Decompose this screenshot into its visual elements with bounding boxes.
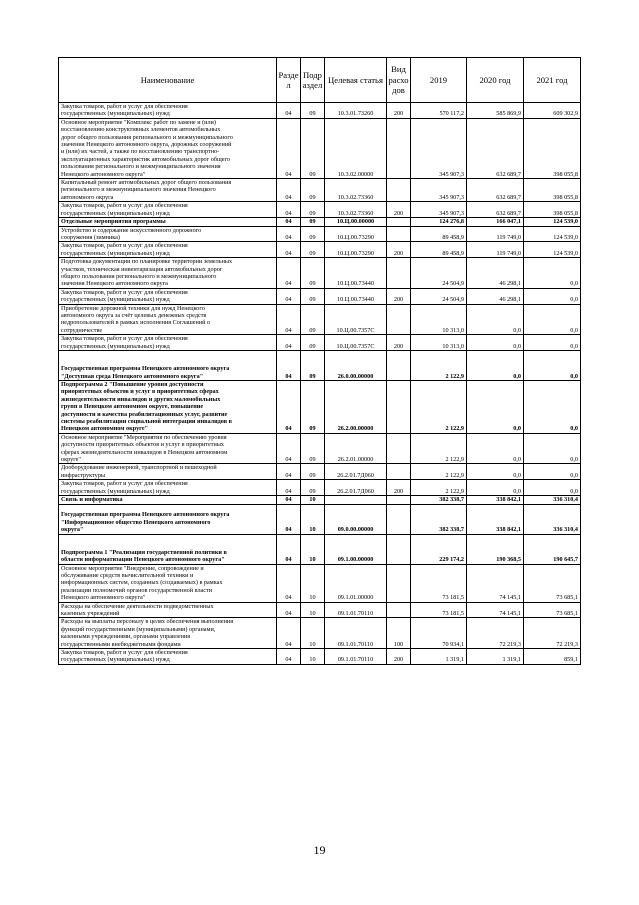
row-2019-cell: 24 504,9	[411, 288, 467, 304]
budget-table	[58, 57, 581, 665]
row-2020-cell: 338 842,1	[467, 496, 524, 504]
row-target-article-cell: 10.Ц.00.7357С	[325, 335, 387, 351]
row-2021-cell: 859,1	[524, 648, 581, 664]
row-2021-cell: 0,0	[524, 433, 581, 464]
row-subsection-cell: 09	[301, 258, 325, 289]
row-2020-cell: 632 689,7	[467, 202, 524, 218]
header-year-2021: 2021 год	[524, 58, 581, 103]
row-2019-cell: 2 122,9	[411, 381, 467, 434]
row-target-article-cell: 10.Ц.00.73290	[325, 242, 387, 258]
row-2021-cell: 398 055,8	[524, 179, 581, 202]
row-name-cell: Закупка товаров, работ и услуг для обеспечения государственных (муниципальных) нужд	[59, 288, 277, 304]
row-name-cell: Расходы на выплаты персоналу в целях обеспечения выполнения функций государственными (муниципальными) органами, казенными учреждениями, органами управления государственными внебюджетными фондами	[59, 618, 277, 649]
row-expense-type-cell: 200	[387, 480, 411, 496]
row-subsection-cell: 09	[301, 242, 325, 258]
row-2021-cell: 0,0	[524, 480, 581, 496]
row-name-cell: Закупка товаров, работ и услуг для обеспечения государственных (муниципальных) нужд	[59, 202, 277, 218]
header-section: Разде л	[277, 58, 301, 103]
row-section-cell: 04	[277, 288, 301, 304]
table-row	[59, 534, 581, 564]
row-target-article-cell: 09.1.01.70110	[325, 618, 387, 649]
row-target-article-cell: 10.Ц.00.00000	[325, 218, 387, 226]
row-2020-cell: 119 749,0	[467, 226, 524, 242]
row-name-cell: Дооборудование инженерной, транспортной и пешеходной инфраструктуры	[59, 464, 277, 480]
row-2021-cell: 609 302,9	[524, 103, 581, 119]
row-section-cell: 04	[277, 258, 301, 289]
table-row	[59, 335, 581, 351]
row-target-article-cell: 10.Ц.00.73290	[325, 226, 387, 242]
row-2019-cell: 345 907,3	[411, 179, 467, 202]
row-subsection-cell: 10	[301, 602, 325, 618]
row-target-article-cell	[325, 496, 387, 504]
table-row	[59, 288, 581, 304]
row-2021-cell: 124 539,0	[524, 226, 581, 242]
header-expense-type: Вид расхо дов	[387, 58, 411, 103]
row-subsection-cell: 10	[301, 504, 325, 534]
table-row	[59, 258, 581, 289]
row-section-cell: 04	[277, 648, 301, 664]
row-section-cell: 04	[277, 464, 301, 480]
row-2019-cell: 2 122,9	[411, 351, 467, 381]
row-subsection-cell: 09	[301, 218, 325, 226]
row-2020-cell: 585 869,9	[467, 103, 524, 119]
row-2019-cell: 10 313,0	[411, 335, 467, 351]
row-expense-type-cell	[387, 504, 411, 534]
row-expense-type-cell: 200	[387, 242, 411, 258]
row-section-cell: 04	[277, 351, 301, 381]
row-2020-cell: 632 689,7	[467, 179, 524, 202]
row-2019-cell: 2 122,9	[411, 464, 467, 480]
row-2021-cell: 73 685,1	[524, 564, 581, 602]
row-expense-type-cell: 200	[387, 335, 411, 351]
row-2019-cell: 1 319,1	[411, 648, 467, 664]
table-body	[59, 103, 581, 665]
page-number: 19	[313, 843, 326, 857]
row-2019-cell: 2 122,9	[411, 433, 467, 464]
row-section-cell: 04	[277, 118, 301, 178]
row-2021-cell: 398 055,8	[524, 202, 581, 218]
row-2021-cell: 0,0	[524, 351, 581, 381]
table-row	[59, 226, 581, 242]
row-expense-type-cell	[387, 179, 411, 202]
table-row	[59, 504, 581, 534]
row-section-cell: 04	[277, 381, 301, 434]
row-section-cell: 04	[277, 433, 301, 464]
row-2020-cell: 0,0	[467, 351, 524, 381]
row-section-cell: 04	[277, 218, 301, 226]
row-name-cell: Государственная программа Ненецкого автономного округа "Доступная среда Ненецкого автономного округа"	[59, 351, 277, 381]
row-2020-cell: 0,0	[467, 480, 524, 496]
row-subsection-cell: 09	[301, 304, 325, 335]
row-2021-cell: 0,0	[524, 304, 581, 335]
row-section-cell: 04	[277, 179, 301, 202]
row-target-article-cell: 10.3.02.73360	[325, 179, 387, 202]
row-2020-cell: 338 842,1	[467, 504, 524, 534]
table-header-row	[59, 58, 581, 103]
row-subsection-cell: 10	[301, 618, 325, 649]
row-target-article-cell: 09.1.01.70110	[325, 648, 387, 664]
row-2021-cell: 336 310,4	[524, 496, 581, 504]
row-2021-cell: 0,0	[524, 381, 581, 434]
header-year-2019: 2019	[411, 58, 467, 103]
row-2019-cell: 2 122,9	[411, 480, 467, 496]
table-row	[59, 464, 581, 480]
row-2019-cell: 89 458,9	[411, 242, 467, 258]
row-2019-cell: 382 338,7	[411, 504, 467, 534]
row-expense-type-cell	[387, 226, 411, 242]
row-name-cell: Основное мероприятие "Внедрение, сопровождение и обслуживание средств вычислительной техники и информационных систем, созданных (создаваемых) в рамках реализации полномочий органов государственной власти Ненецкого автономного округа"	[59, 564, 277, 602]
row-target-article-cell: 10.Ц.00.7357С	[325, 304, 387, 335]
row-2019-cell: 10 313,0	[411, 304, 467, 335]
row-2021-cell: 0,0	[524, 258, 581, 289]
row-expense-type-cell: 200	[387, 648, 411, 664]
row-2020-cell: 46 298,1	[467, 288, 524, 304]
row-2020-cell: 1 319,1	[467, 648, 524, 664]
row-target-article-cell: 10.3.02.00000	[325, 118, 387, 178]
row-2020-cell: 0,0	[467, 304, 524, 335]
row-expense-type-cell	[387, 351, 411, 381]
table-row	[59, 496, 581, 504]
table-row	[59, 118, 581, 178]
row-section-cell: 04	[277, 103, 301, 119]
row-expense-type-cell: 200	[387, 103, 411, 119]
row-section-cell: 04	[277, 226, 301, 242]
row-section-cell: 04	[277, 504, 301, 534]
row-2019-cell: 73 181,5	[411, 602, 467, 618]
row-subsection-cell: 10	[301, 564, 325, 602]
row-expense-type-cell	[387, 381, 411, 434]
row-subsection-cell: 09	[301, 288, 325, 304]
row-section-cell: 04	[277, 304, 301, 335]
header-year-2020: 2020 год	[467, 58, 524, 103]
table-row	[59, 103, 581, 119]
row-2020-cell: 0,0	[467, 381, 524, 434]
row-target-article-cell: 10.Ц.00.73440	[325, 258, 387, 289]
table-row	[59, 242, 581, 258]
row-expense-type-cell	[387, 564, 411, 602]
row-2020-cell: 46 298,1	[467, 258, 524, 289]
table-row	[59, 564, 581, 602]
row-2020-cell: 0,0	[467, 464, 524, 480]
row-expense-type-cell: 200	[387, 202, 411, 218]
row-name-cell: Закупка товаров, работ и услуг для обеспечения государственных (муниципальных) нужд	[59, 242, 277, 258]
row-name-cell: Закупка товаров, работ и услуг для обеспечения государственных (муниципальных) нужд	[59, 103, 277, 119]
row-name-cell: Подпрограмма 1 "Реализация государственной политики в области информатизации Ненецкого автономного округа"	[59, 534, 277, 564]
row-target-article-cell: 10.3.01.73260	[325, 103, 387, 119]
row-2021-cell: 190 645,7	[524, 534, 581, 564]
row-name-cell: Государственная программа Ненецкого автономного округа "Информационное общество Ненецкого автономного округа"	[59, 504, 277, 534]
row-subsection-cell: 09	[301, 381, 325, 434]
table-row	[59, 351, 581, 381]
row-subsection-cell: 09	[301, 103, 325, 119]
row-target-article-cell: 09.1.00.00000	[325, 534, 387, 564]
row-section-cell: 04	[277, 534, 301, 564]
table-row	[59, 433, 581, 464]
row-2020-cell: 74 145,1	[467, 564, 524, 602]
row-2019-cell: 345 907,3	[411, 202, 467, 218]
table-row	[59, 602, 581, 618]
row-target-article-cell: 09.0.00.00000	[325, 504, 387, 534]
row-2019-cell: 89 458,9	[411, 226, 467, 242]
row-expense-type-cell	[387, 258, 411, 289]
row-subsection-cell: 10	[301, 648, 325, 664]
row-2020-cell: 0,0	[467, 433, 524, 464]
table-row	[59, 648, 581, 664]
row-2021-cell: 0,0	[524, 335, 581, 351]
row-name-cell: Закупка товаров, работ и услуг для обеспечения государственных (муниципальных) нужд	[59, 480, 277, 496]
row-name-cell: Основное мероприятие "Комплекс работ по замене и (или) восстановлению конструктивных элементов автомобильных дорог общего пользования регионального и межмуниципального значения Ненецкого автономного округа, дорожных сооружений и (или) их частей, а также по восстановлению транспортно- эксплуатационных характеристик автомобильных дорог общего пользования регионального и межмуниципального значения Ненецкого автономного округа"	[59, 118, 277, 178]
table-row	[59, 618, 581, 649]
row-subsection-cell: 09	[301, 464, 325, 480]
row-2019-cell: 70 934,1	[411, 618, 467, 649]
header-subsection: Подр аздел	[301, 58, 325, 103]
row-section-cell: 04	[277, 335, 301, 351]
row-2021-cell: 336 310,4	[524, 504, 581, 534]
row-subsection-cell: 10	[301, 534, 325, 564]
row-name-cell: Подготовка документации по планировке территории земельных участков, техническая инвентаризация автомобильных дорог общего пользования регионального и межмуниципального значения Ненецкого автономного округа	[59, 258, 277, 289]
row-2020-cell: 72 219,3	[467, 618, 524, 649]
row-2021-cell: 73 685,1	[524, 602, 581, 618]
row-name-cell: Капитальный ремонт автомобильных дорог общего пользования регионального и межмуниципального значения Ненецкого автономного округа	[59, 179, 277, 202]
table-row	[59, 480, 581, 496]
table-row	[59, 304, 581, 335]
row-section-cell: 04	[277, 564, 301, 602]
row-expense-type-cell	[387, 464, 411, 480]
row-2021-cell: 72 219,3	[524, 618, 581, 649]
row-expense-type-cell	[387, 218, 411, 226]
table-row	[59, 218, 581, 226]
row-2020-cell: 74 145,1	[467, 602, 524, 618]
row-2019-cell: 229 174,2	[411, 534, 467, 564]
row-2020-cell: 632 689,7	[467, 118, 524, 178]
row-target-article-cell: 26.2.00.00000	[325, 381, 387, 434]
row-2019-cell: 73 181,5	[411, 564, 467, 602]
row-subsection-cell: 09	[301, 433, 325, 464]
row-target-article-cell: 09.1.01.70110	[325, 602, 387, 618]
row-section-cell: 04	[277, 618, 301, 649]
row-target-article-cell: 10.Ц.00.73440	[325, 288, 387, 304]
row-2019-cell: 24 504,9	[411, 258, 467, 289]
row-subsection-cell: 09	[301, 480, 325, 496]
row-expense-type-cell: 200	[387, 288, 411, 304]
row-subsection-cell: 09	[301, 226, 325, 242]
row-subsection-cell: 09	[301, 118, 325, 178]
row-section-cell: 04	[277, 496, 301, 504]
table-row	[59, 202, 581, 218]
header-target-article: Целевая статья	[325, 58, 387, 103]
row-2020-cell: 190 368,5	[467, 534, 524, 564]
row-2020-cell: 119 749,0	[467, 242, 524, 258]
row-target-article-cell: 26.2.01.00000	[325, 433, 387, 464]
row-expense-type-cell: 100	[387, 618, 411, 649]
row-section-cell: 04	[277, 602, 301, 618]
row-2020-cell: 166 047,1	[467, 218, 524, 226]
row-expense-type-cell	[387, 602, 411, 618]
row-name-cell: Отдельные мероприятия программы	[59, 218, 277, 226]
row-target-article-cell: 26.2.01.7Д060	[325, 480, 387, 496]
row-name-cell: Закупка товаров, работ и услуг для обеспечения государственных (муниципальных) нужд	[59, 335, 277, 351]
row-2019-cell: 382 338,7	[411, 496, 467, 504]
row-target-article-cell: 26.0.00.00000	[325, 351, 387, 381]
row-expense-type-cell	[387, 118, 411, 178]
row-name-cell: Связь и информатика	[59, 496, 277, 504]
row-2021-cell: 124 539,0	[524, 218, 581, 226]
row-section-cell: 04	[277, 202, 301, 218]
row-subsection-cell: 09	[301, 335, 325, 351]
row-name-cell: Основное мероприятие "Мероприятия по обеспечению уровня доступности приоритетных объектов и услуг в приоритетных сферах жизнедеятельности инвалидов в Ненецком автономном округе"	[59, 433, 277, 464]
row-subsection-cell: 10	[301, 496, 325, 504]
row-expense-type-cell	[387, 534, 411, 564]
row-2021-cell: 0,0	[524, 288, 581, 304]
row-name-cell: Расходы на обеспечение деятельности подведомственных казенных учреждений	[59, 602, 277, 618]
row-expense-type-cell	[387, 496, 411, 504]
row-2019-cell: 124 276,8	[411, 218, 467, 226]
row-name-cell: Приобретение дорожной техники для нужд Ненецкого автономного округа за счёт целевых денежных средств недропользователей в рамках исполнения Соглашений о сотрудничестве	[59, 304, 277, 335]
row-name-cell: Закупка товаров, работ и услуг для обеспечения государственных (муниципальных) нужд	[59, 648, 277, 664]
row-2019-cell: 345 907,3	[411, 118, 467, 178]
row-name-cell: Подпрограмма 2 "Повышение уровня доступности приоритетных объектов и услуг в приоритетных сферах жизнедеятельности инвалидов и других маломобильных групп в Ненецком автономном округе, повышение доступности и качества реабилитационных услуг, развитие системы реабилитации социальной интеграции инвалидов в Ненецком автономном округе"	[59, 381, 277, 434]
table-row	[59, 381, 581, 434]
row-target-article-cell: 09.1.01.00000	[325, 564, 387, 602]
row-expense-type-cell	[387, 433, 411, 464]
row-2019-cell: 570 117,2	[411, 103, 467, 119]
row-subsection-cell: 09	[301, 202, 325, 218]
row-name-cell: Устройство и содержание искусственного дорожного сооружения (зимника)	[59, 226, 277, 242]
row-section-cell: 04	[277, 480, 301, 496]
row-target-article-cell: 10.3.02.73360	[325, 202, 387, 218]
row-2021-cell: 0,0	[524, 464, 581, 480]
row-expense-type-cell	[387, 304, 411, 335]
row-2021-cell: 124 539,0	[524, 242, 581, 258]
row-subsection-cell: 09	[301, 351, 325, 381]
row-2020-cell: 0,0	[467, 335, 524, 351]
table-row	[59, 179, 581, 202]
row-2021-cell: 398 055,8	[524, 118, 581, 178]
row-section-cell: 04	[277, 242, 301, 258]
row-subsection-cell: 09	[301, 179, 325, 202]
header-name: Наименование	[59, 58, 277, 103]
row-target-article-cell: 26.2.01.7Д060	[325, 464, 387, 480]
